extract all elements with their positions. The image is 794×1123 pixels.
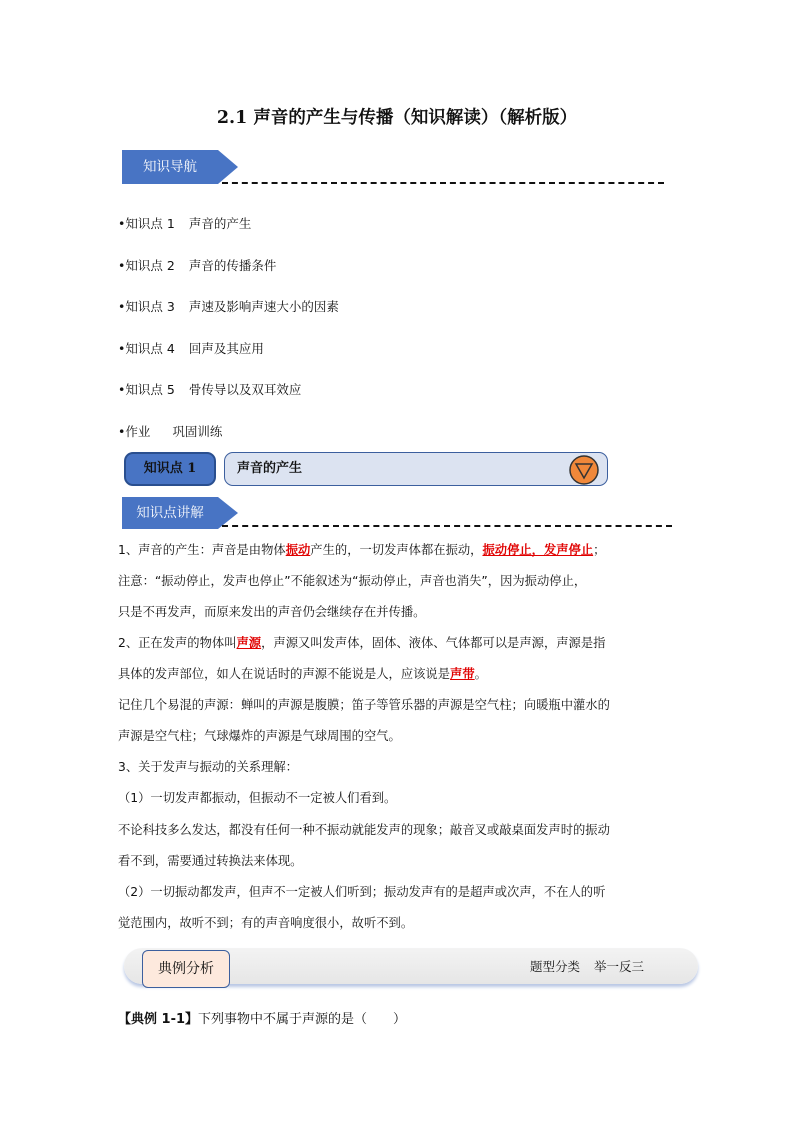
para-3: 只是不再发声，而原来发出的声音仍会继续存在并传播。 [118, 605, 426, 619]
para-2: 注意：“振动停止，发声也停止”不能叙述为“振动停止，声音也消失”，因为振动停止， [118, 574, 587, 588]
example-subtitle: 题型分类 举一反三 [530, 959, 645, 974]
para-6: 记住几个易混的声源：蝉叫的声源是腹膜；笛子等管乐器的声源是空气柱；向暖瓶中灌水的 [118, 698, 610, 712]
nav-item-4[interactable]: •知识点 4 回声及其应用 [118, 341, 264, 356]
para-5: 具体的发声部位，如人在说话时的声源不能说是人，应该说是声带。 [118, 667, 487, 681]
example-tag: 典例分析 [142, 950, 230, 988]
question-label: 【典例 1-1】 [118, 1012, 199, 1027]
example-question [118, 1008, 406, 1027]
nav-item-3[interactable]: •知识点 3 声速及影响声速大小的因素 [118, 299, 339, 314]
para-1: 1、声音的产生：声音是由物体振动产生的，一切发声体都在振动，振动停止，发声停止； [118, 543, 606, 557]
question-text: 下列事物中不属于声源的是（ ） [198, 1012, 407, 1027]
kp-title: 声音的产生 [237, 461, 303, 476]
para-13: 觉范围内，故听不到；有的声音响度很小，故听不到。 [118, 916, 414, 930]
explain-label: 知识点讲解 [136, 505, 204, 521]
nav-item-homework[interactable]: •作业 巩固训练 [118, 424, 223, 439]
para-9: （1）一切发声都振动，但振动不一定被人们看到。 [118, 791, 397, 805]
nav-item-2[interactable]: •知识点 2 声音的传播条件 [118, 258, 277, 273]
para-10: 不论科技多么发达，都没有任何一种不振动就能发声的现象；敲音叉或敲桌面发声时的振动 [118, 823, 610, 837]
nav-divider [222, 182, 664, 184]
explain-banner [122, 497, 238, 529]
knowledge-nav-banner [122, 150, 238, 184]
para-8: 3、关于发声与振动的关系理解： [118, 760, 298, 774]
kp-title-box [224, 452, 608, 486]
nav-item-1[interactable]: •知识点 1 声音的产生 [118, 216, 252, 231]
knowledge-nav-label: 知识导航 [143, 159, 197, 175]
para-7: 声源是空气柱；气球爆炸的声源是气球周围的空气。 [118, 729, 401, 743]
explain-divider [222, 525, 672, 527]
para-11: 看不到，需要通过转换法来体现。 [118, 854, 303, 868]
collapse-arrow-icon[interactable] [569, 455, 599, 485]
kp-badge: 知识点 1 [124, 452, 216, 486]
para-12: （2）一切振动都发声，但声不一定被人们听到；振动发声有的是超声或次声，不在人的听 [118, 885, 606, 899]
document-title: 2.1 声音的产生与传播（知识解读）（解析版） [216, 108, 578, 128]
para-4: 2、正在发声的物体叫声源，声源又叫发声体，固体、液体、气体都可以是声源，声源是指 [118, 636, 606, 650]
nav-item-5[interactable]: •知识点 5 骨传导以及双耳效应 [118, 382, 302, 397]
